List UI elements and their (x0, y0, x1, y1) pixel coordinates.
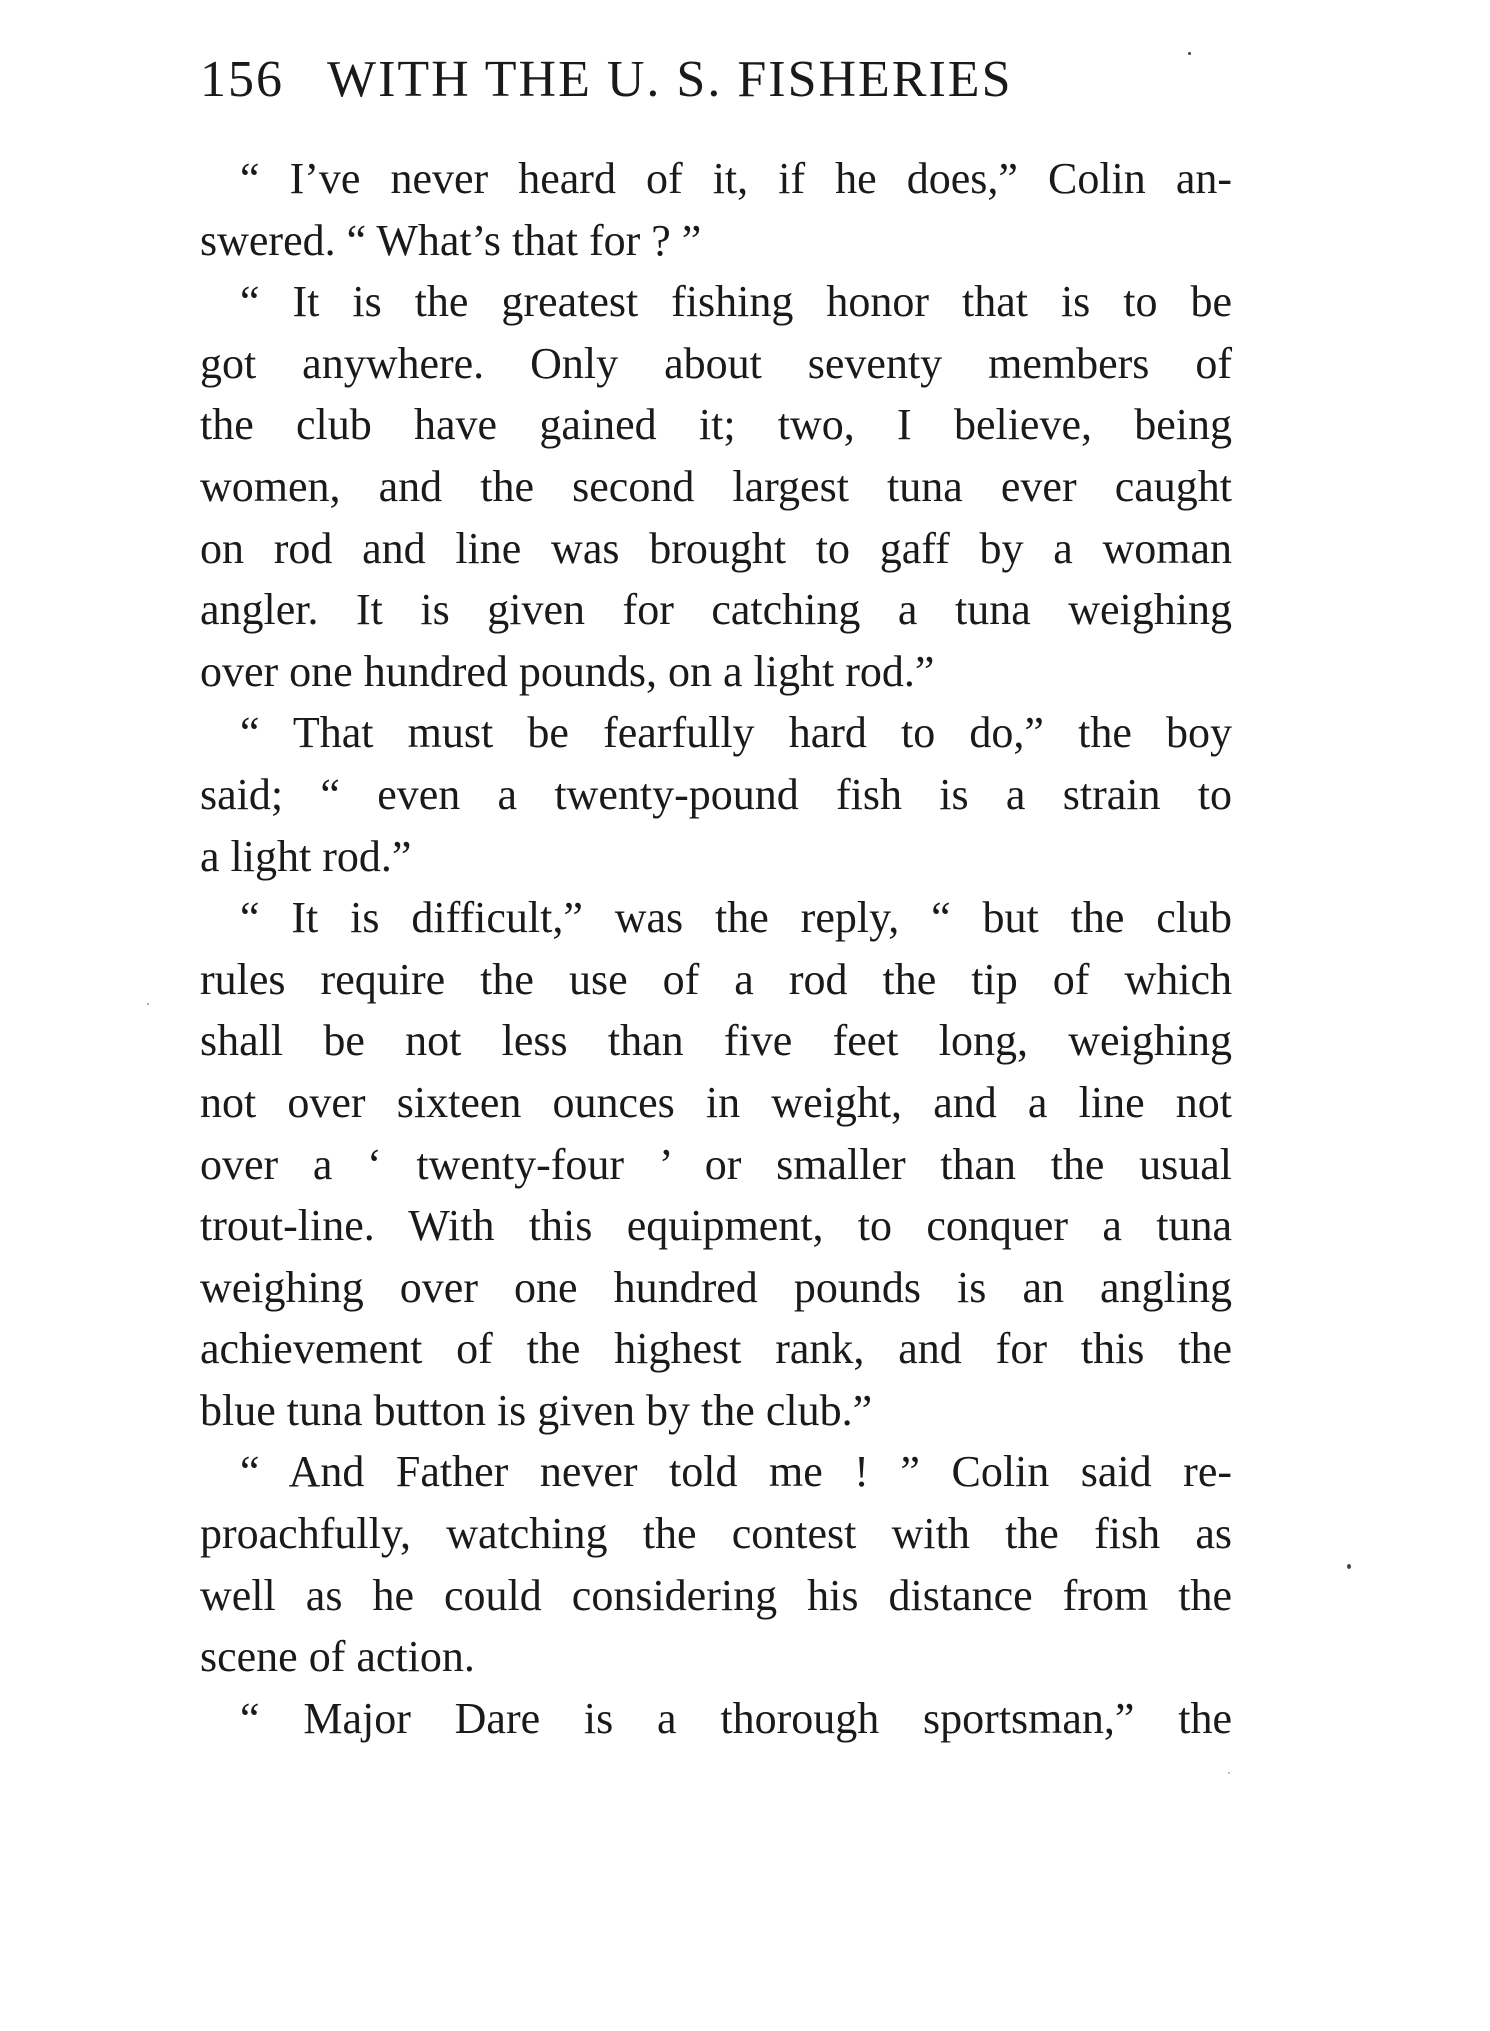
text-line: “ That must be fearfully hard to do,” the boy (240, 708, 1232, 758)
text-line: on rod and line was brought to gaff by a woman (200, 523, 1232, 573)
text-line: blue tuna button is given by the club.” (200, 1385, 873, 1435)
text-line: over one hundred pounds, on a light rod.” (200, 646, 935, 696)
text-line: well as he could considering his distance from the (200, 1570, 1232, 1620)
page-header (200, 50, 1250, 120)
text-line: shall be not less than five feet long, weighing (200, 1016, 1232, 1066)
text-line: over a ‘ twenty-four ’ or smaller than the usual (200, 1139, 1232, 1189)
text-line: rules require the use of a rod the tip of which (200, 954, 1232, 1004)
text-line: swered. “ What’s that for ? ” (200, 215, 702, 265)
text-line: scene of action. (200, 1632, 475, 1682)
text-line: said; “ even a twenty-pound fish is a strain to (200, 769, 1232, 819)
text-line: “ I’ve never heard of it, if he does,” Colin an- (240, 154, 1232, 203)
scan-speck (147, 1003, 149, 1005)
text-line: angler. It is given for catching a tuna weighing (200, 585, 1232, 635)
page-number: 156 (200, 51, 284, 108)
scan-speck (1347, 1564, 1351, 1569)
text-line: achievement of the highest rank, and for this the (200, 1324, 1232, 1374)
scan-speck (1188, 52, 1191, 55)
text-line: not over sixteen ounces in weight, and a line not (200, 1077, 1232, 1127)
scan-speck (1228, 1772, 1230, 1774)
text-line: a light rod.” (200, 831, 412, 881)
text-line: got anywhere. Only about seventy members of (200, 338, 1232, 388)
text-line: “ And Father never told me ! ” Colin said re- (240, 1447, 1232, 1497)
text-line: “ Major Dare is a thorough sportsman,” the (240, 1693, 1232, 1743)
text-line: weighing over one hundred pounds is an angling (200, 1262, 1232, 1312)
text-line: trout-line. With this equipment, to conquer a tuna (200, 1201, 1232, 1251)
text-line: “ It is difficult,” was the reply, “ but the club (240, 893, 1232, 943)
text-line: “ It is the greatest fishing honor that is to be (240, 277, 1232, 327)
text-line: the club have gained it; two, I believe, being (200, 400, 1232, 450)
text-line: women, and the second largest tuna ever caught (200, 461, 1232, 511)
text-line: proachfully, watching the contest with the fish as (200, 1509, 1232, 1559)
running-head: WITH THE U. S. FISHERIES (327, 51, 1013, 108)
body-text (200, 148, 1232, 1749)
